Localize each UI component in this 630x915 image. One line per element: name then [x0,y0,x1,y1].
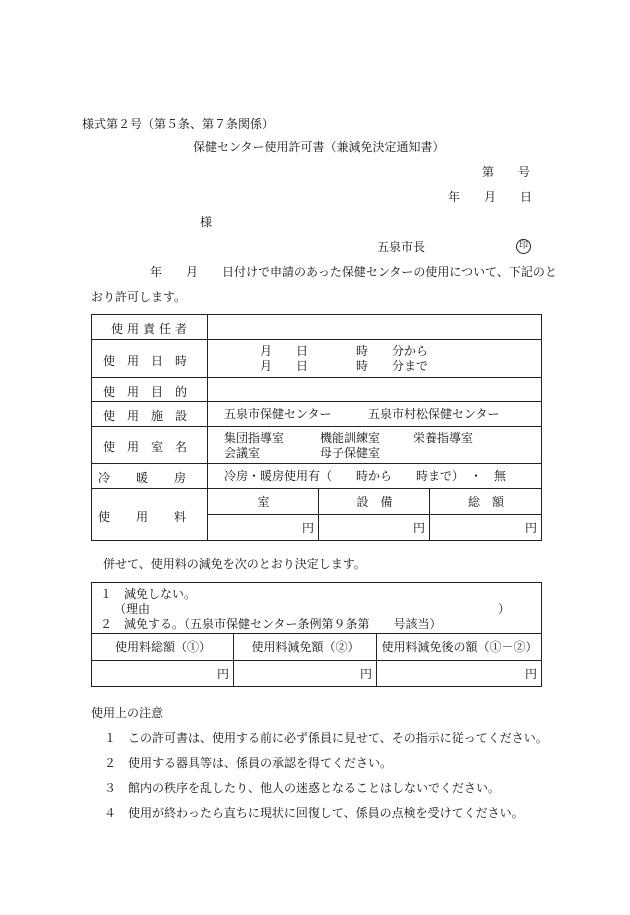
label-facility: 使用施設 [102,409,199,423]
note-item: ３ 館内の秩序を乱したり、他人の迷惑となることはしないでください。 [104,781,501,795]
yen-unit: 円 [524,667,537,681]
option-reduction: ２ 減免する。（五泉市保健センター条例第９条第 号該当） [100,617,442,631]
fee-header-total: 総 額 [467,495,504,509]
yen-unit: 円 [412,521,425,535]
reduction-reason-close: ） [498,602,511,616]
room-group-guidance: 集団指導室 [224,431,285,445]
air-conditioning-usage: 冷房・暖房使用有（ 時から 時まで） ・ 無 [224,469,507,483]
yen-unit: 円 [301,521,314,535]
room-meeting: 会議室 [224,446,261,460]
note-item: １ この許可書は、使用する前に必ず係員に見せて、その指示に従ってください。 [104,731,548,745]
value-air-conditioning [208,464,542,489]
notes-heading: 使用上の注意 [91,706,164,720]
fee-header-equipment: 設 備 [356,495,393,509]
value-usage-purpose [208,378,542,402]
header-total-fee: 使用料総額（①） [114,640,211,654]
issuer-name: 五泉市長 [377,240,426,254]
facility-option-muramatsu: 五泉市村松保健センター [368,407,500,421]
value-responsible-person [208,315,542,340]
fee-header-room: 室 [257,495,270,509]
value-total-fee [92,661,234,687]
label-responsible-person: 使用責任者 [110,322,191,336]
value-room-name [208,427,542,464]
reduction-decision [92,583,542,634]
value-fee-after-reduction [377,661,542,687]
note-item: ２ 使用する器具等は、係員の承認を得てください。 [104,756,393,770]
yen-unit: 円 [524,521,537,535]
yen-unit: 円 [359,667,372,681]
note-item: ４ 使用が終わったら直ちに現状に回復して、係員の点検を受けてください。 [104,806,524,820]
room-nutrition-guidance: 栄養指導室 [413,431,474,445]
header-reduction-amount: 使用料減免額（②） [251,640,360,654]
facility-option-gosen: 五泉市保健センター [224,407,332,421]
form-number: 様式第２号（第５条、第７条関係） [82,117,275,131]
permit-table [91,314,542,541]
reduction-reason: （理由 [114,602,151,616]
value-reduction-amount [234,661,377,687]
label-air-conditioning: 冷暖房 [97,471,212,485]
header-fee-after-reduction: 使用料減免後の額（①－②） [381,640,538,654]
reduction-table [91,582,542,687]
label-room-name: 使用室名 [102,440,199,454]
room-maternal-child: 母子保健室 [320,446,381,460]
value-usage-datetime [208,340,542,378]
room-rehabilitation: 機能訓練室 [320,431,381,445]
yen-unit: 円 [216,667,229,681]
intro-line-1: 年 月 日付けで申請のあった保健センターの使用について、下記のと [150,265,557,279]
value-facility [208,402,542,427]
document-title: 保健センター使用許可書（兼減免決定通知書） [193,140,445,154]
datetime-to: 月 日 時 分まで [260,359,429,373]
label-usage-datetime: 使用日時 [102,354,199,368]
label-usage-fee: 使用料 [97,510,212,524]
reduction-intro: 併せて、使用料の減免を次のとおり決定します。 [103,557,366,571]
document-number: 第 号 [482,165,531,179]
addressee-honorific: 様 [200,215,213,229]
label-usage-purpose: 使用目的 [102,385,199,399]
fee-total-value [430,515,542,541]
fee-room-value [208,515,319,541]
option-no-reduction: １ 減免しない。 [100,587,197,601]
seal-mark: 印 [516,239,531,254]
issue-date: 年 月 日 [448,190,533,204]
intro-line-2: おり許可します。 [91,290,187,304]
datetime-from: 月 日 時 分から [260,344,429,358]
fee-equipment-value [319,515,430,541]
